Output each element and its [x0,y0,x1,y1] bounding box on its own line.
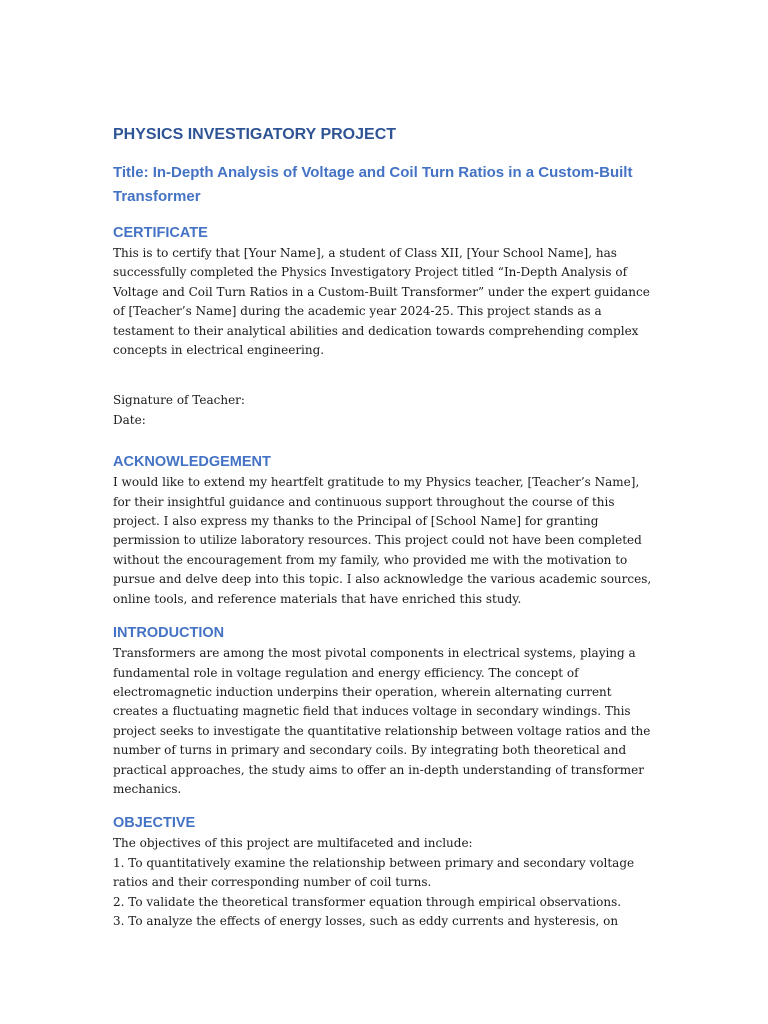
objective-heading: OBJECTIVE [113,815,196,832]
document-page [113,124,658,931]
objective-item: 3. To analyze the effects of energy losses, such as eddy currents and hysteresis, on [113,913,619,928]
document-title: Title: In-Depth Analysis of Voltage and Coil Turn Ratios in a Custom-Built Transformer [113,164,633,205]
objective-section [113,813,658,931]
signature-label: Signature of Teacher: [113,393,245,408]
document-heading: PHYSICS INVESTIGATORY PROJECT [113,126,397,143]
objective-intro: The objectives of this project are multifaceted and include: [113,836,473,851]
introduction-section [113,623,658,799]
acknowledgement-body: I would like to extend my heartfelt gratitude to my Physics teacher, [Teacher’s Name], for their insightful guidance and continuous support throughout the course of this project. I also express my thanks to the Principal of [School Name] for granting permission to utilize laboratory resources. This project could not have been completed without the encouragement from my family, who provided me with the motivation to pursue and delve deep into this topic. I also acknowledge the various academic sources, online tools, and reference materials that have enriched this study. [113,475,652,606]
introduction-body: Transformers are among the most pivotal components in electrical systems, playing a fundamental role in voltage regulation and energy efficiency. The concept of electromagnetic induction underpins their operation, wherein alternating current creates a fluctuating magnetic field that induces voltage in secondary windings. This project seeks to investigate the quantitative relationship between voltage ratios and the number of turns in primary and secondary coils. By integrating both theoretical and practical approaches, the study aims to offer an in-depth understanding of transformer mechanics. [113,646,651,796]
introduction-heading: INTRODUCTION [113,625,225,642]
objective-item: 1. To quantitatively examine the relationship between primary and secondary voltage ratios and their corresponding number of coil turns. [113,855,635,890]
objective-item: 2. To validate the theoretical transformer equation through empirical observations. [113,894,622,909]
certificate-heading: CERTIFICATE [113,225,208,241]
acknowledgement-heading: ACKNOWLEDGEMENT [113,454,271,471]
date-label: Date: [113,412,146,427]
certificate-section [113,223,658,430]
acknowledgement-section [113,452,658,609]
certificate-body: This is to certify that [Your Name], a student of Class XII, [Your School Name], has successfully completed the Physics Investigatory Project titled “In-Depth Analysis of Voltage and Coil Turn Ratios in a Custom-Built Transformer” under the expert guidance of [Teacher’s Name] during the academic year 2024-25. This project stands as a testament to their analytical abilities and dedication towards comprehending complex concepts in electrical engineering. [113,246,650,358]
